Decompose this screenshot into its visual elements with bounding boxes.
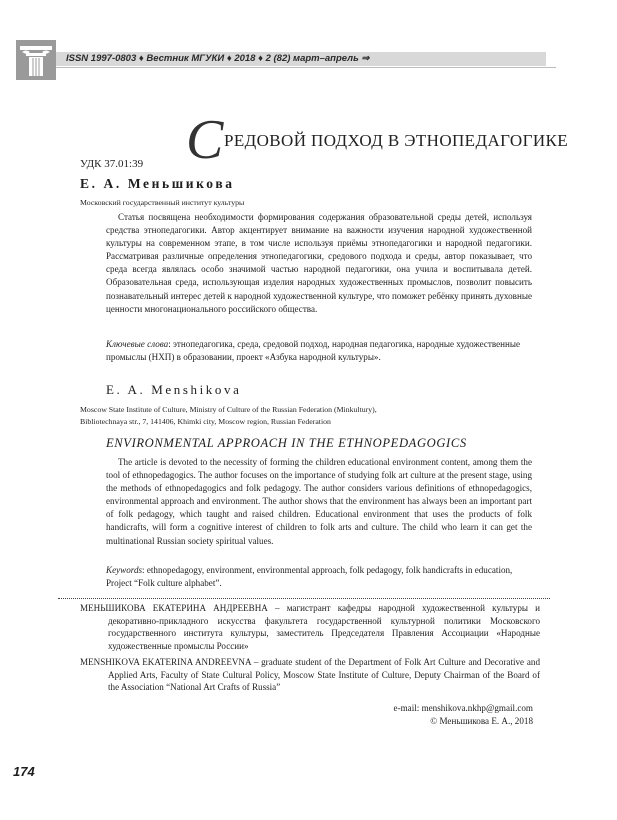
author-name-en: E. A. Menshikova [106, 382, 242, 397]
copyright-notice: © Меньшикова Е. А., 2018 [430, 716, 533, 726]
keywords-en [106, 564, 532, 590]
dotted-separator [58, 598, 550, 599]
affiliation-en [80, 404, 530, 428]
author-info-en-text: MENSHIKOVA EKATERINA ANDREEVNA – graduate student of the Department of Folk Art Culture and Decorative and Applied Arts, Faculty of State Cultural Policy, Moscow State Institute of Culture, Deputy Chairman of the Board of the Association “National Art Crafts of Russia” [80, 657, 540, 693]
keywords-ru [106, 338, 532, 364]
article-title [176, 108, 576, 171]
article-title-en: ENVIRONMENTAL APPROACH IN THE ETHNOPEDAGOGICS [106, 436, 467, 450]
author-info-en [80, 656, 540, 694]
keywords-ru-text: : этнопедагогика, среда, средовой подход, народная педагогика, народные художественные промыслы (НХП) в образовании, проект «Азбука народной культуры». [106, 339, 521, 362]
keywords-en-label: Keywords [106, 565, 143, 575]
abstract-en [106, 456, 532, 548]
author-info-ru [80, 602, 540, 652]
header-rule [56, 67, 556, 68]
keywords-en-text: : ethnopedagogy, environment, environmental approach, folk pedagogy, folk handicrafts in education, Project “Folk culture alphabet”. [106, 565, 513, 588]
page-number: 174 [13, 764, 35, 779]
keywords-ru-label: Ключевые слова [106, 339, 169, 349]
affiliation-ru: Московский государственный институт культуры [80, 198, 245, 207]
author-email: e-mail: menshikova.nkhp@gmail.com [393, 703, 533, 713]
running-header: ISSN 1997-0803 ♦ Вестник МГУКИ ♦ 2018 ♦ 2 (82) март–апрель ⇒ [66, 53, 370, 64]
author-name-ru: Е. А. Меньшикова [80, 176, 235, 191]
title-initial: С [186, 109, 224, 171]
udk-code: УДК 37.01:39 [80, 158, 144, 170]
affiliation-en-line1: Moscow State Institute of Culture, Ministry of Culture of the Russian Federation (Minkultury), [80, 405, 377, 414]
contact-block [394, 702, 533, 728]
abstract-ru [106, 211, 532, 316]
author-info-ru-text: МЕНЬШИКОВА ЕКАТЕРИНА АНДРЕЕВНА – магистрант кафедры народной художественной культуры и декоративно-прикладного искусства факультета государственной культурной политики Московского государственного института культуры, заместитель Председателя Правления Ассоциации «Народные художественные промыслы России» [80, 603, 540, 651]
title-text: РЕДОВОЙ ПОДХОД В ЭТНОПЕДАГОГИКЕ [224, 131, 569, 150]
column-capital-icon [16, 40, 56, 80]
affiliation-en-line2: Bibliotechnaya str., 7, 141406, Khimki city, Moscow region, Russian Federation [80, 417, 331, 426]
abstract-en-text: The article is devoted to the necessity of forming the children educational environment content, among them the tool of ethnopedagogics. The author focuses on the importance of studying folk art culture at the present stage, using the methods of ethnopedagogics and folk pedagogy. The author considers various definitions of ethnopedagogics, environmental approach and environment. The author shows that the environment has always been an important part of folk pedagogy, which taught and raised children. Educational environment that uses the products of folk handicrafts, will form a cognitive interest of children to folk arts and culture. The child who learn it can get the multinational Russian society spiritual values. [106, 457, 532, 546]
abstract-ru-text: Статья посвящена необходимости формирования содержания образовательной среды детей, используя средства этнопедагогики. Автор акцентирует внимание на важности изучения народной художественной культуры на современном этапе, в том числе используя приёмы этнопедагогики и народной педагогики. Рассматривая различные определения этнопедагогики, средового подхода и среды, автор показывает, что среда всегда являлась особо значимой частью народной педагогики, она учила и воспитывала детей. Образовательная среда, использующая изделия народных художественных промыслов, позволит повысить познавательный интерес детей к народной художественной культуре, что поможет ребёнку принять духовные ценности многонационального российского общества. [106, 212, 532, 314]
